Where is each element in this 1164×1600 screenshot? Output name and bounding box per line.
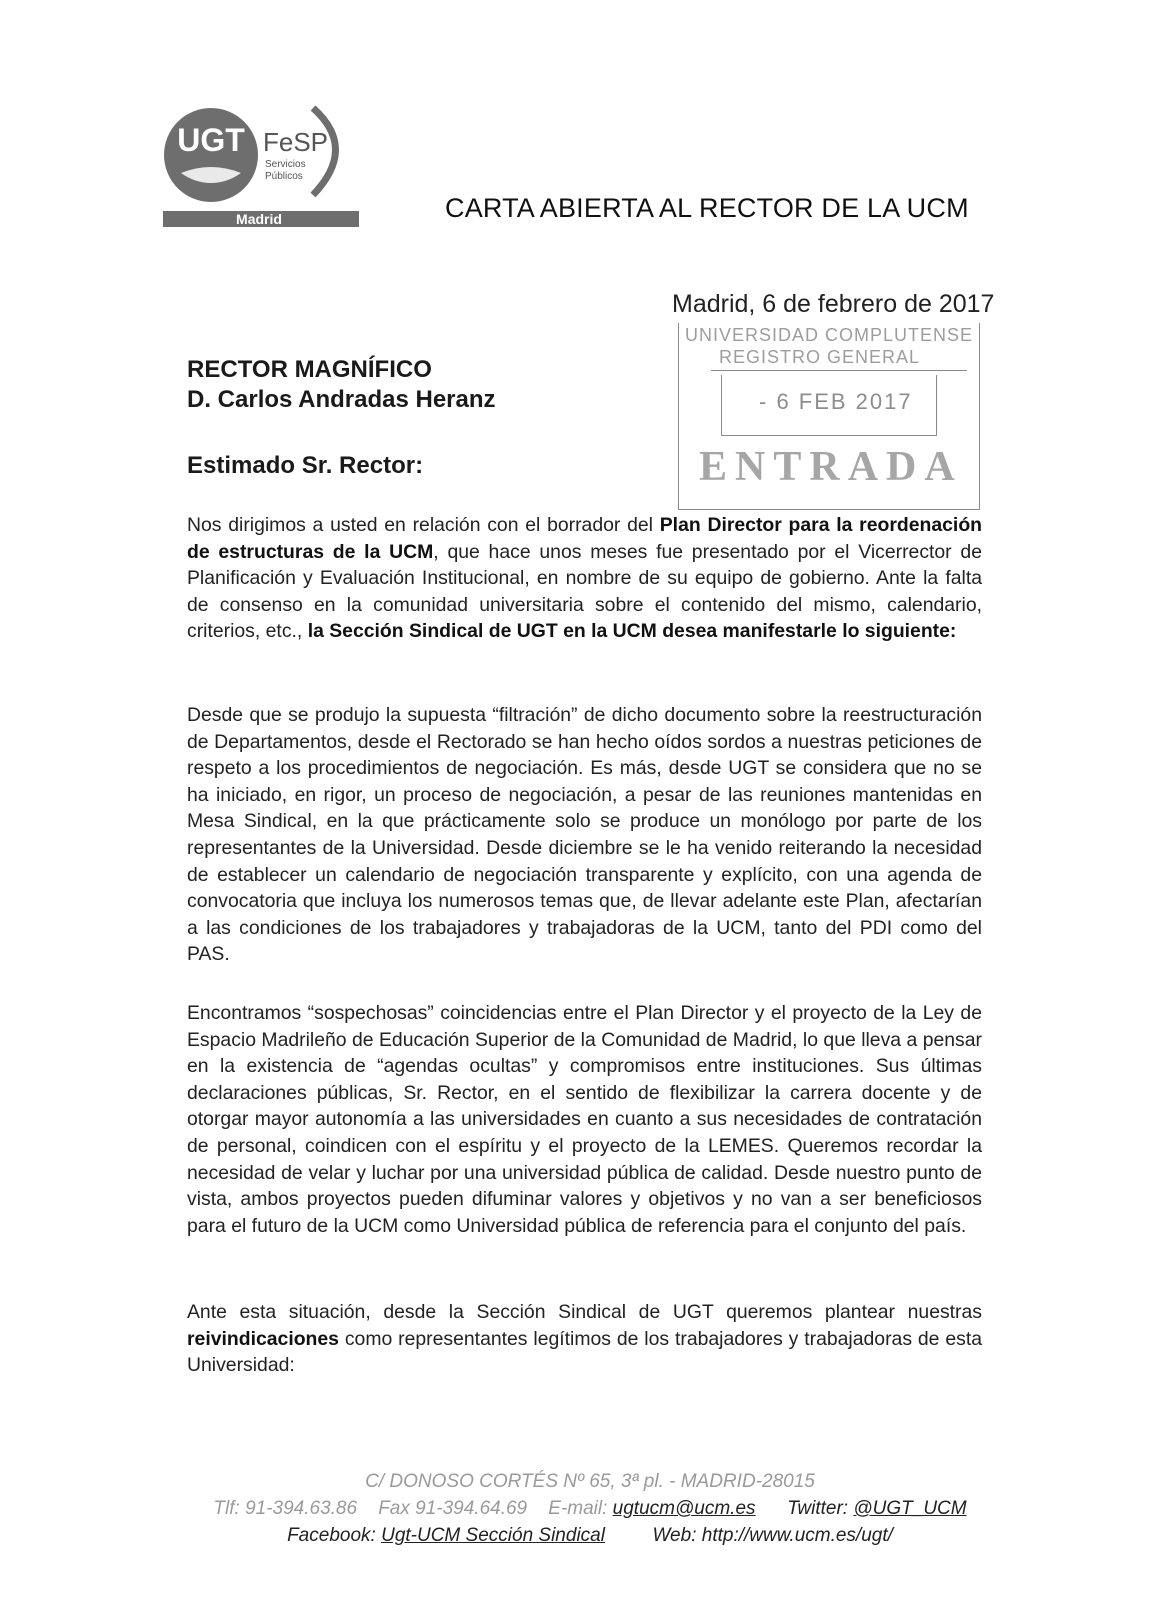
- p4-text-2: como representantes legítimos de los trabajadores y trabajadoras de esta Universidad:: [187, 1327, 982, 1377]
- greeting: Estimado Sr. Rector:: [187, 452, 424, 479]
- footer-web-label: Web:: [652, 1525, 697, 1546]
- paragraph-3: Encontramos “sospechosas” coincidencias entre el Plan Director y el proyecto de la Ley de Espacio Madrileño de Educación Superior de la Comunidad de Madrid, lo que lleva a pensar en la existencia de “agendas ocultas” y compromisos entre instituciones. Sus últimas declaraciones públicas, Sr. Rector, en el sentido de flexibilizar la carrera docente y de otorgar mayor autonomía a las universidades en cuanto a sus necesidades de contratación de personal, coindicen con el espíritu y el proyecto de la LEMES. Queremos recordar la necesidad de velar y luchar por una universidad pública de calidad. Desde nuestro punto de vista, ambos proyectos pueden difuminar valores y objetivos y no van a ser beneficiosos para el futuro de la UCM como Universidad pública de referencia para el conjunto del país.: [187, 1002, 982, 1237]
- p1-bold-2: la Sección Sindical de UGT en la UCM desea manifestarle lo siguiente:: [307, 620, 957, 643]
- p4-text-1: Ante esta situación, desde la Sección Sindical de UGT queremos plantear nuestras: [187, 1301, 982, 1323]
- document-title: CARTA ABIERTA AL RECTOR DE LA UCM: [445, 193, 969, 223]
- registry-stamp: [678, 323, 980, 510]
- footer-facebook-link[interactable]: Ugt-UCM Sección Sindical: [381, 1525, 605, 1546]
- p1-bold-1: Plan Director para la reordenación de estructuras de la UCM: [187, 514, 983, 563]
- letter-date: Madrid, 6 de febrero de 2017: [672, 290, 995, 318]
- p4-bold-1: reivindicaciones: [187, 1327, 339, 1350]
- footer-fax: Fax 91-394.64.69: [378, 1498, 528, 1519]
- logo-ugt-text: UGT: [177, 122, 245, 158]
- footer-twitter-link[interactable]: @UGT_UCM: [853, 1498, 967, 1519]
- stamp-university: UNIVERSIDAD COMPLUTENSE: [685, 325, 974, 345]
- logo-region: Madrid: [236, 211, 282, 227]
- footer-email-link[interactable]: ugtucm@ucm.es: [612, 1498, 756, 1519]
- footer-facebook-label: Facebook:: [287, 1525, 376, 1546]
- paragraph-4: [187, 1299, 982, 1379]
- stamp-date: - 6 FEB 2017: [759, 389, 913, 414]
- p1-text-2: , que hace unos meses fue presentado por el Vicerrector de Planificación y Evaluación Institucional, en nombre de su equipo de gobierno. Ante la falta de consenso en la comunidad universitaria sobre el contenido del mismo, calendario, criterios, etc.,: [187, 540, 982, 643]
- addressee-block: [187, 355, 496, 415]
- logo-fesp-text: FeSP: [263, 127, 329, 157]
- p1-text-1: Nos dirigimos a usted en relación con el borrador del: [187, 514, 660, 536]
- paragraph-1: [187, 512, 982, 645]
- stamp-registry: REGISTRO GENERAL: [719, 347, 921, 367]
- logo-line1: Servicios: [265, 159, 306, 170]
- paragraph-2: Desde que se produjo la supuesta “filtración” de dicho documento sobre la reestructuración de Departamentos, desde el Rectorado se han hecho oídos sordos a nuestras peticiones de respeto a los procedimientos de negociación. Es más, desde UGT se considera que no se ha iniciado, en rigor, un proceso de negociación, a pesar de las reuniones mantenidas en Mesa Sindical, en la que prácticamente solo se produce un monólogo por parte de los representantes de la Universidad. Desde diciembre se le ha venido reiterando la necesidad de establecer un calendario de negociación transparente y explícito, con una agenda de convocatoria que incluya los numerosos temas que, de llevar adelante este Plan, afectarían a las condiciones de los trabajadores y trabajadoras de la UCM, tanto del PDI como del PAS.: [187, 704, 982, 966]
- footer-phone: Tlf: 91-394.63.86: [213, 1498, 358, 1519]
- addressee-title: RECTOR MAGNÍFICO: [187, 356, 432, 383]
- logo-line2: Públicos: [265, 171, 303, 182]
- addressee-name: D. Carlos Andradas Heranz: [187, 386, 496, 413]
- footer-twitter-label: Twitter:: [787, 1498, 849, 1519]
- footer-address: C/ DONOSO CORTÉS Nº 65, 3ª pl. - MADRID-28015: [365, 1471, 815, 1492]
- footer-web-link[interactable]: http://www.ucm.es/ugt/: [701, 1525, 893, 1546]
- footer-contact: [140, 1468, 1040, 1549]
- ugt-fesp-logo: [163, 103, 363, 233]
- stamp-entrada-label: ENTRADA: [699, 444, 963, 490]
- footer-email-label: E-mail:: [548, 1498, 608, 1519]
